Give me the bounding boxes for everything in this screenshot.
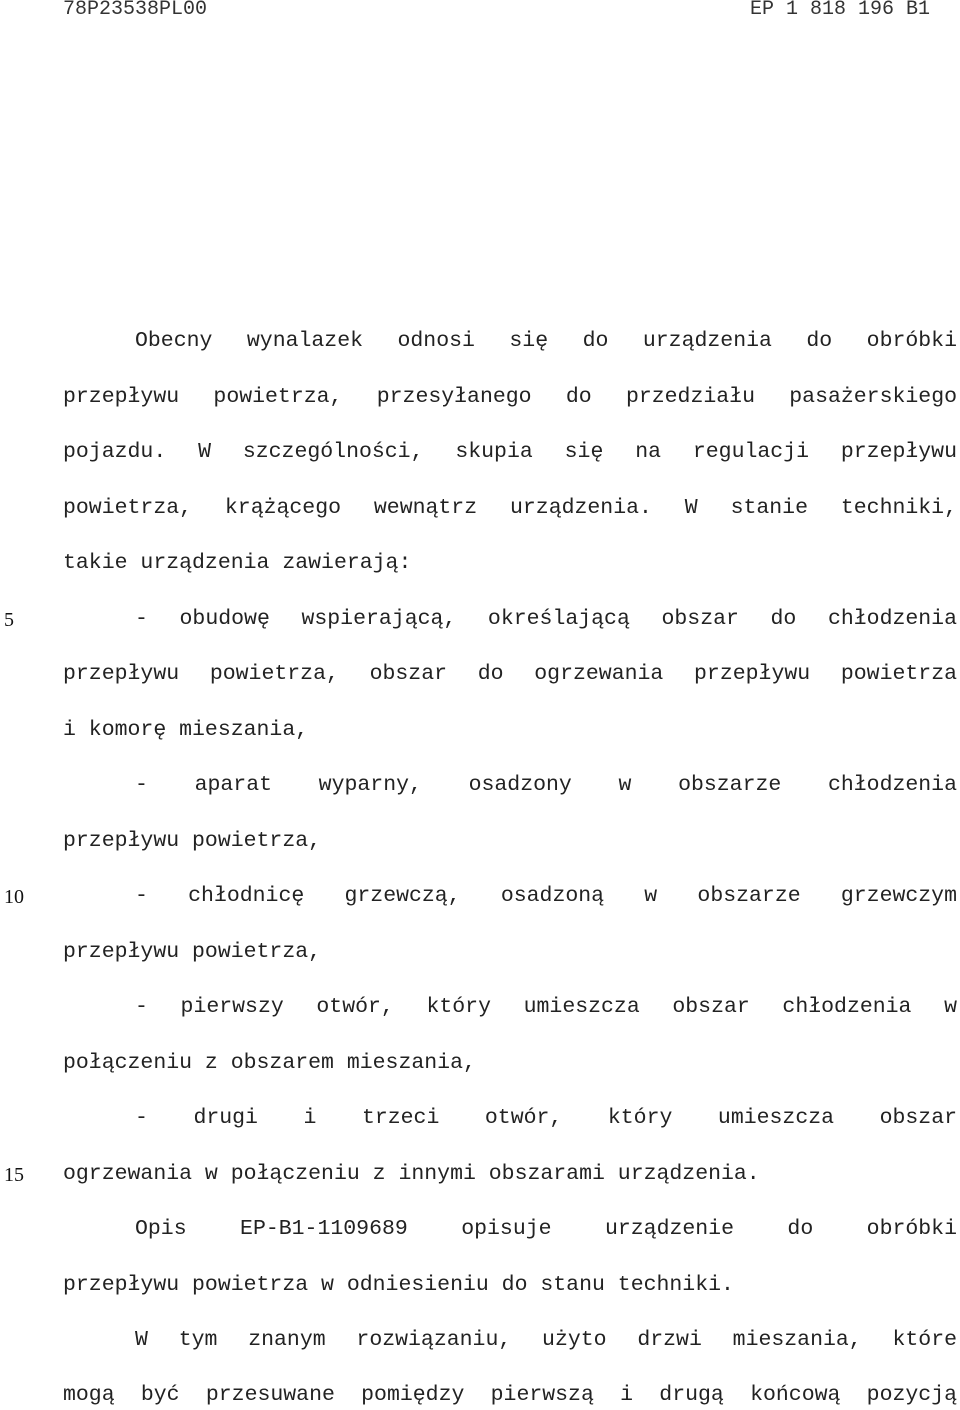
text-line: przepływu powietrza, — [63, 829, 322, 853]
line-number-10: 10 — [4, 886, 24, 908]
text-line: Opis EP-B1-1109689 opisuje urządzenie do obróbki — [135, 1217, 957, 1241]
text-line: przepływu powietrza, przesyłanego do przedziału pasażerskiego — [63, 385, 957, 409]
text-line: mogą być przesuwane pomiędzy pierwszą i drugą końcową pozycją — [63, 1383, 957, 1407]
text-line: W tym znanym rozwiązaniu, użyto drzwi mieszania, które — [135, 1328, 957, 1352]
text-line: - drugi i trzeci otwór, który umieszcza obszar — [135, 1106, 957, 1130]
text-line: przepływu powietrza, obszar do ogrzewania przepływu powietrza — [63, 662, 957, 686]
text-line: - aparat wyparny, osadzony w obszarze chłodzenia — [135, 773, 957, 797]
text-line: przepływu powietrza, — [63, 940, 322, 964]
text-line: - chłodnicę grzewczą, osadzoną w obszarze grzewczym — [135, 884, 957, 908]
text-line: połączeniu z obszarem mieszania, — [63, 1051, 476, 1075]
line-number-15: 15 — [4, 1164, 24, 1186]
text-line: - pierwszy otwór, który umieszcza obszar chłodzenia w — [135, 995, 957, 1019]
text-line: i komorę mieszania, — [63, 718, 309, 742]
text-line: pojazdu. W szczególności, skupia się na regulacji przepływu — [63, 440, 957, 464]
text-line: przepływu powietrza w odniesieniu do stanu techniki. — [63, 1273, 734, 1297]
text-line: powietrza, krążącego wewnątrz urządzenia. W stanie techniki, — [63, 496, 957, 520]
text-line: takie urządzenia zawierają: — [63, 551, 412, 575]
patent-number: EP 1 818 196 B1 — [749, 0, 930, 21]
text-line: - obudowę wspierającą, określającą obszar do chłodzenia — [135, 607, 957, 631]
text-line: ogrzewania w połączeniu z innymi obszarami urządzenia. — [63, 1162, 760, 1186]
line-number-5: 5 — [4, 609, 14, 631]
document-code: 78P23538PL00 — [63, 0, 208, 21]
text-line: Obecny wynalazek odnosi się do urządzenia do obróbki — [135, 329, 957, 353]
